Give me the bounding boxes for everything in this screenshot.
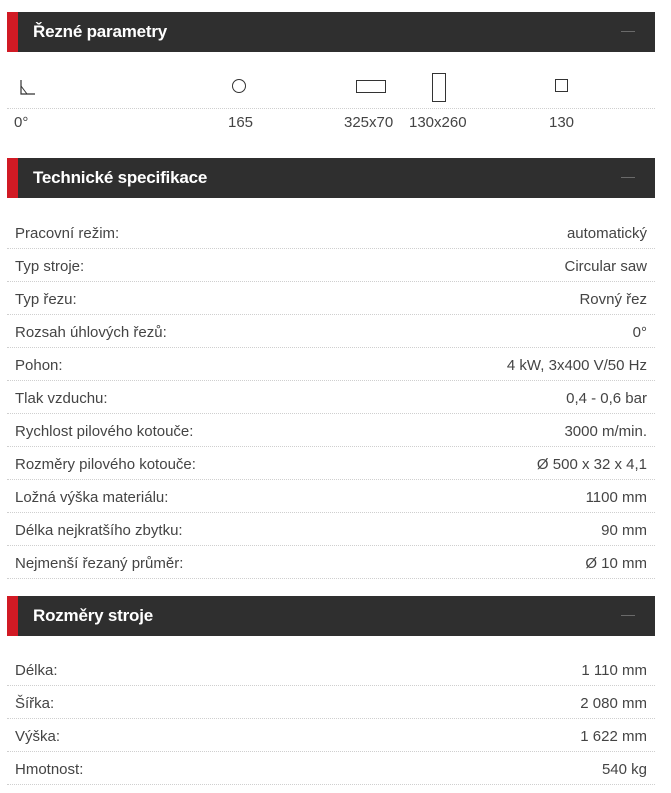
spec-row <box>7 414 655 447</box>
section-title: Technické specifikace <box>33 168 208 187</box>
spec-label: Typ řezu: <box>15 291 77 308</box>
spec-row <box>7 752 655 785</box>
spec-label: Tlak vzduchu: <box>15 390 108 407</box>
spec-row <box>7 447 655 480</box>
spec-value: 2 080 mm <box>580 695 647 712</box>
angle-value: 0° <box>14 114 29 131</box>
spec-label: Délka: <box>15 662 58 679</box>
section-header-dims[interactable] <box>7 596 655 636</box>
spec-label: Hmotnost: <box>15 761 84 778</box>
spec-value: 0° <box>632 324 647 341</box>
spec-row <box>7 480 655 513</box>
spec-label: Výška: <box>15 728 61 745</box>
spec-row <box>7 315 655 348</box>
horizontal-rectangle-icon <box>356 80 386 93</box>
spec-value: automatický <box>566 225 647 242</box>
collapse-icon[interactable] <box>621 31 635 32</box>
cutting-icons-row <box>0 70 671 106</box>
spec-label: Pohon: <box>15 357 63 374</box>
round-profile-icon <box>232 79 246 93</box>
spec-value: 0,4 - 0,6 bar <box>566 390 647 407</box>
header-accent <box>7 158 18 198</box>
machine-dims-list <box>7 653 655 785</box>
section-header-cutting[interactable] <box>7 12 655 52</box>
spec-value: Ø 10 mm <box>585 555 647 572</box>
header-accent <box>7 12 18 52</box>
square-value: 130 <box>549 114 575 131</box>
spec-label: Typ stroje: <box>15 258 85 275</box>
spec-value: 1100 mm <box>585 489 647 506</box>
spec-row <box>7 513 655 546</box>
tech-spec-list <box>7 216 655 579</box>
collapse-icon[interactable] <box>621 615 635 616</box>
divider <box>7 108 655 109</box>
spec-row <box>7 216 655 249</box>
spec-label: Ložná výška materiálu: <box>15 489 169 506</box>
section-title: Řezné parametry <box>33 22 168 41</box>
spec-label: Šířka: <box>15 695 55 712</box>
spec-value: Circular saw <box>564 258 647 275</box>
spec-label: Rozměry pilového kotouče: <box>15 456 196 473</box>
spec-value: 1 110 mm <box>581 662 647 679</box>
round-value: 165 <box>228 114 254 131</box>
square-profile-icon <box>555 79 568 92</box>
spec-label: Rozsah úhlových řezů: <box>15 324 167 341</box>
spec-row <box>7 686 655 719</box>
section-title: Rozměry stroje <box>33 606 154 625</box>
vertical-rect-value: 130x260 <box>409 114 467 131</box>
angle-icon <box>18 78 36 96</box>
spec-value: 90 mm <box>601 522 647 539</box>
spec-row <box>7 719 655 752</box>
spec-label: Rychlost pilového kotouče: <box>15 423 194 440</box>
section-header-tech[interactable] <box>7 158 655 198</box>
cutting-values-row <box>0 114 671 134</box>
spec-value: 540 kg <box>601 761 647 778</box>
horizontal-rect-value: 325x70 <box>344 114 394 131</box>
spec-value: 3000 m/min. <box>564 423 647 440</box>
vertical-rectangle-icon <box>432 73 446 102</box>
spec-value: Ø 500 x 32 x 4,1 <box>536 456 647 473</box>
spec-value: Rovný řez <box>579 291 647 308</box>
spec-row <box>7 282 655 315</box>
spec-value: 4 kW, 3x400 V/50 Hz <box>506 357 647 374</box>
spec-label: Pracovní režim: <box>15 225 120 242</box>
spec-value: 1 622 mm <box>580 728 647 745</box>
header-accent <box>7 596 18 636</box>
spec-label: Délka nejkratšího zbytku: <box>15 522 183 539</box>
spec-row <box>7 546 655 579</box>
spec-row <box>7 348 655 381</box>
spec-row <box>7 381 655 414</box>
spec-label: Nejmenší řezaný průměr: <box>15 555 184 572</box>
spec-row <box>7 249 655 282</box>
collapse-icon[interactable] <box>621 177 635 178</box>
spec-row <box>7 653 655 686</box>
